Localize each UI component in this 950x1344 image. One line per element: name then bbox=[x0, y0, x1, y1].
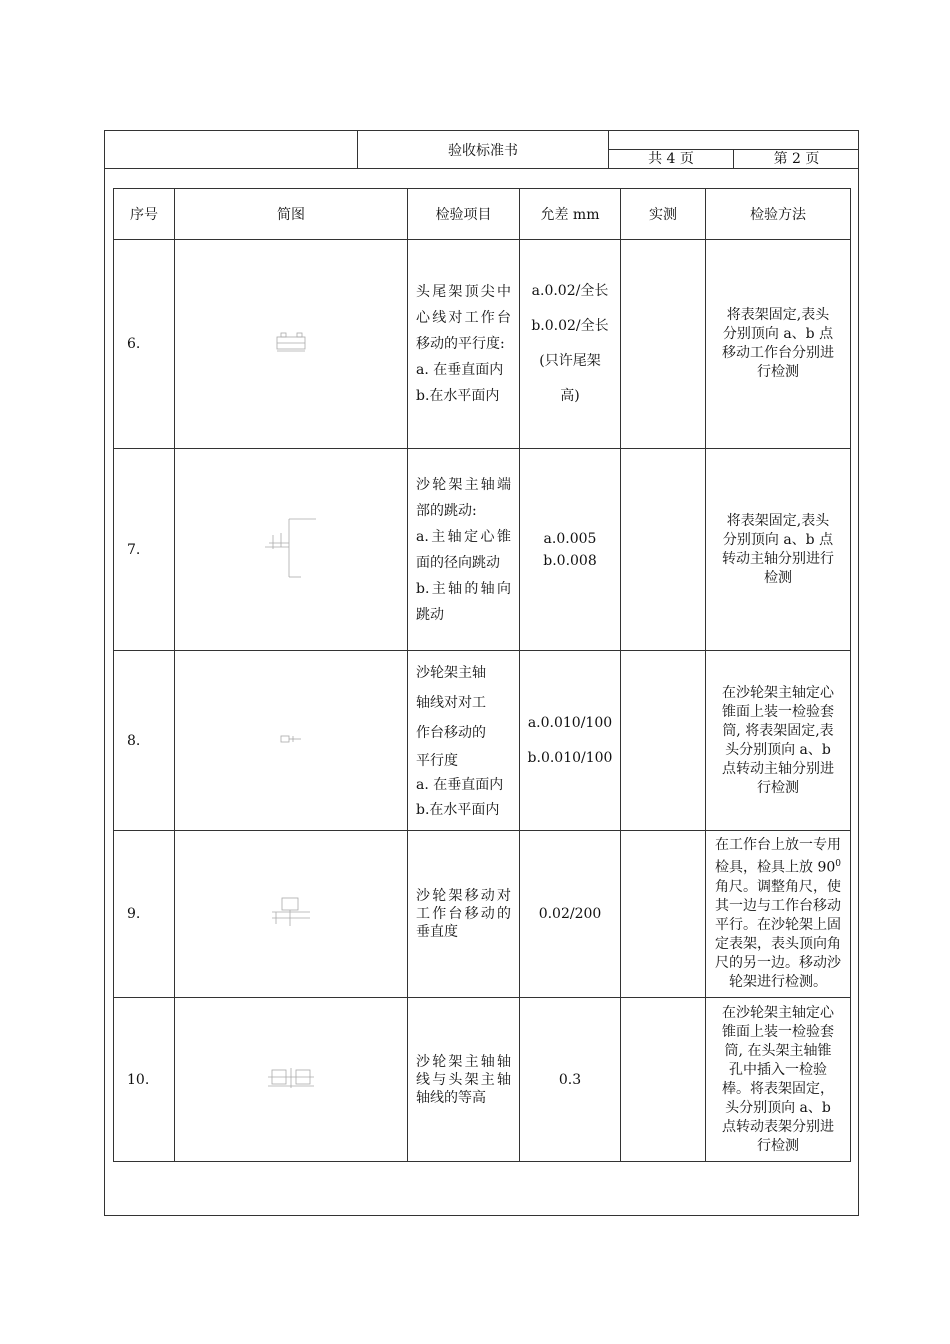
measured-value bbox=[621, 998, 706, 1162]
tolerance-line: 高) bbox=[560, 388, 580, 404]
sketch-cell bbox=[175, 831, 408, 998]
tolerance bbox=[520, 651, 621, 831]
item-line: b.在水平面内 bbox=[416, 801, 500, 818]
method-line: 分别顶向 a、b 点 bbox=[722, 531, 834, 548]
item-line: 作台移动的 bbox=[416, 724, 486, 741]
table-row bbox=[114, 831, 851, 998]
method-line: 头分别顶向 a、b bbox=[725, 741, 831, 758]
inspection-method bbox=[706, 651, 851, 831]
item-line: 轴线对对工 bbox=[416, 694, 486, 711]
header-bottom-line bbox=[104, 168, 859, 169]
method-text: 在工作台上放一专用检具，检具上放 90 bbox=[715, 837, 841, 876]
method-line: 转动主轴分别进行 bbox=[722, 550, 834, 567]
inspection-item bbox=[408, 998, 520, 1162]
method-line: 移动工作台分别进 bbox=[722, 345, 834, 361]
measured-value bbox=[621, 831, 706, 998]
col-header-method: 检验方法 bbox=[706, 189, 851, 240]
tolerance-line: b.0.008 bbox=[543, 552, 597, 569]
tolerance-line: (只许尾架 bbox=[539, 353, 601, 369]
table-row bbox=[114, 651, 851, 831]
method-line: 行检测 bbox=[757, 779, 799, 796]
measured-value bbox=[621, 651, 706, 831]
item-line: b.在水平面内 bbox=[416, 388, 500, 404]
method-line: 锥面上装一检验套 bbox=[722, 1023, 834, 1040]
tolerance-line: b.0.010/100 bbox=[527, 749, 613, 766]
sketch-cell bbox=[175, 651, 408, 831]
item-line: 沙轮架主轴端部的跳动: bbox=[416, 476, 511, 519]
tolerance-line: a.0.02/全长 bbox=[531, 283, 609, 299]
table-header-row bbox=[114, 189, 851, 240]
col-header-no: 序号 bbox=[114, 189, 175, 240]
row-number: 10. bbox=[114, 998, 175, 1162]
inspection-method bbox=[706, 240, 851, 449]
sketch-cell bbox=[175, 998, 408, 1162]
tolerance bbox=[520, 240, 621, 449]
sketch-spindle-parallelism-icon bbox=[279, 733, 303, 745]
method-line: 筒, 在头架主轴锥 bbox=[724, 1042, 832, 1059]
measured-value bbox=[621, 449, 706, 651]
method-line: 锥面上装一检验套 bbox=[722, 703, 834, 720]
document-title: 验收标准书 bbox=[448, 143, 518, 159]
sketch-equal-height-icon bbox=[266, 1064, 316, 1092]
item-line: b.主轴的轴向跳动 bbox=[416, 580, 511, 623]
method-line: 检测 bbox=[764, 569, 792, 586]
sketch-spindle-runout-icon bbox=[261, 513, 321, 583]
tolerance-line: 0.3 bbox=[558, 1071, 582, 1088]
inspection-item bbox=[408, 651, 520, 831]
page-number: 第 2 页 bbox=[773, 151, 820, 167]
col-header-tolerance: 允差 mm bbox=[520, 189, 621, 240]
row-number: 6. bbox=[114, 240, 175, 449]
method-line: 棒。将表架固定， bbox=[722, 1080, 834, 1097]
table-row bbox=[114, 240, 851, 449]
method-line: 将表架固定,表头 bbox=[726, 512, 830, 529]
inspection-table bbox=[113, 188, 851, 1162]
total-pages: 共 4 页 bbox=[648, 151, 694, 167]
item-line: 沙轮架移动对工作台移动的垂直度 bbox=[416, 888, 511, 940]
table-row bbox=[114, 998, 851, 1162]
inspection-method bbox=[706, 449, 851, 651]
row-number: 7. bbox=[114, 449, 175, 651]
method-line: 孔中插入一检验 bbox=[729, 1061, 827, 1078]
tolerance bbox=[520, 998, 621, 1162]
tolerance-line: a.0.010/100 bbox=[527, 714, 613, 731]
degree-superscript: 0 bbox=[835, 859, 841, 870]
tolerance bbox=[520, 449, 621, 651]
method-line: 在沙轮架主轴定心 bbox=[722, 1004, 834, 1021]
method-line: 在沙轮架主轴定心 bbox=[722, 684, 834, 701]
method-line: 行检测 bbox=[757, 1137, 799, 1154]
item-line: 头尾架顶尖中心线对工作台移动的平行度: bbox=[416, 284, 511, 352]
col-header-sketch: 简图 bbox=[175, 189, 408, 240]
item-line: a.主轴定心锥面的径向跳动 bbox=[416, 528, 511, 571]
method-line: 点转动表架分别进 bbox=[722, 1118, 834, 1135]
tolerance-line: a.0.005 bbox=[543, 530, 597, 547]
sketch-cell bbox=[175, 449, 408, 651]
tolerance bbox=[520, 831, 621, 998]
sketch-squareness-icon bbox=[266, 894, 316, 930]
item-line: 平行度 bbox=[416, 752, 458, 769]
method-line: 点转动主轴分别进 bbox=[722, 760, 834, 777]
tolerance-line: 0.02/200 bbox=[538, 906, 602, 922]
inspection-method bbox=[706, 831, 851, 998]
inspection-method bbox=[706, 998, 851, 1162]
method-line: 头分别顶向 a、b bbox=[725, 1099, 831, 1116]
method-line: 分别顶向 a、b 点 bbox=[722, 326, 834, 342]
method-text: 角尺。调整角尺，使其一边与工作台移动平行。在沙轮架上固定表架，表头顶向角尺的另一边。移动沙轮架进行检测。 bbox=[715, 878, 841, 990]
item-line: 沙轮架主轴轴线与头架主轴轴线的等高 bbox=[416, 1053, 511, 1106]
item-line: a. 在垂直面内 bbox=[416, 776, 504, 793]
method-line: 行检测 bbox=[757, 364, 799, 380]
item-line: 沙轮架主轴 bbox=[416, 664, 486, 681]
method-line: 将表架固定,表头 bbox=[726, 307, 830, 323]
inspection-item bbox=[408, 449, 520, 651]
method-line: 筒, 将表架固定,表 bbox=[722, 722, 834, 739]
sketch-cell bbox=[175, 240, 408, 449]
row-number: 9. bbox=[114, 831, 175, 998]
table-row bbox=[114, 449, 851, 651]
inspection-item bbox=[408, 240, 520, 449]
sketch-headstock-tailstock-icon bbox=[271, 327, 311, 357]
measured-value bbox=[621, 240, 706, 449]
inspection-item bbox=[408, 831, 520, 998]
item-line: a. 在垂直面内 bbox=[416, 362, 504, 378]
tolerance-line: b.0.02/全长 bbox=[531, 318, 609, 334]
col-header-measured: 实测 bbox=[621, 189, 706, 240]
col-header-item: 检验项目 bbox=[408, 189, 520, 240]
row-number: 8. bbox=[114, 651, 175, 831]
